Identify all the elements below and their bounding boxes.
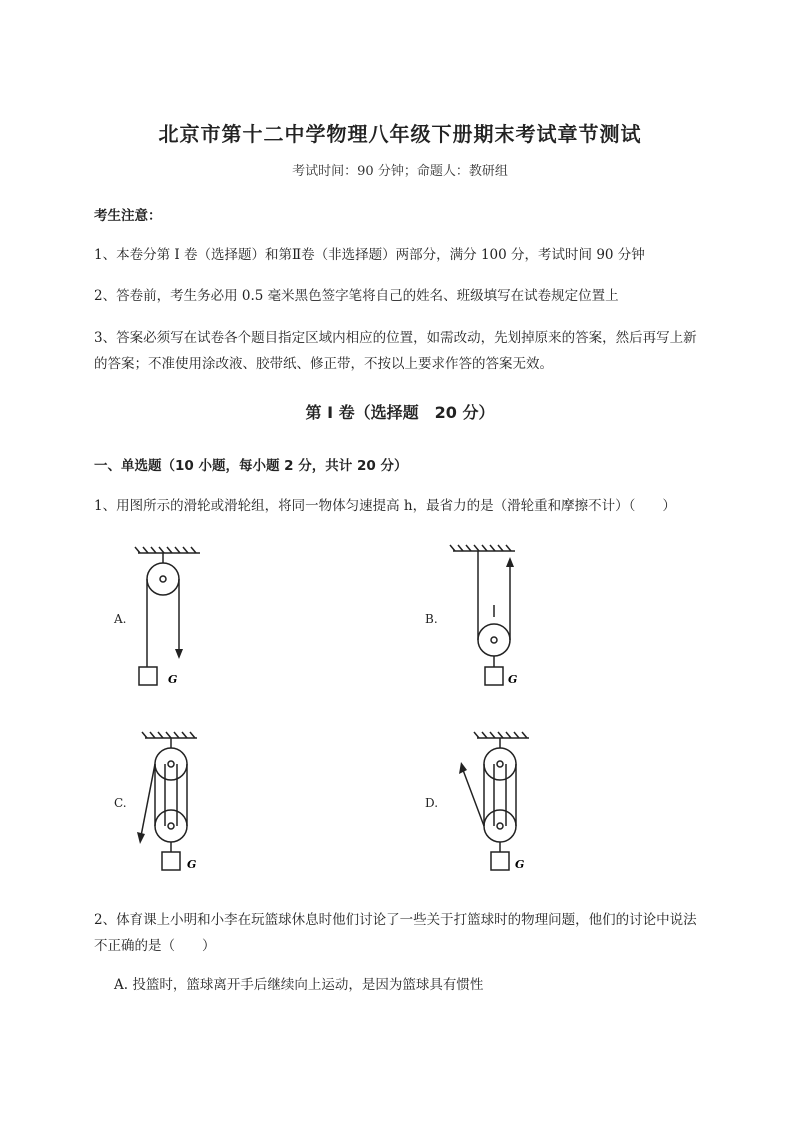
exam-subtitle: 考试时间：90 分钟；命题人：教研组 <box>292 164 508 179</box>
pulley-figure-c <box>135 732 215 882</box>
option-c-weight: G <box>187 858 197 871</box>
pulley-figure-a <box>130 545 210 695</box>
section-title: 第 I 卷（选择题 20 分） <box>305 403 495 422</box>
option-a-label: A. <box>114 612 127 626</box>
part-heading: 一、单选题（10 小题，每小题 2 分，共计 20 分） <box>94 458 408 474</box>
notice-heading: 考生注意： <box>94 208 162 224</box>
option-d-weight: G <box>515 858 525 871</box>
exam-title: 北京市第十二中学物理八年级下册期末考试章节测试 <box>158 122 642 146</box>
question-2-option-a <box>114 972 728 998</box>
option-b-weight: G <box>508 673 518 686</box>
option-label: A. <box>114 977 129 993</box>
question-1-text: 1、用图所示的滑轮或滑轮组，将同一物体匀速提高 h，最省力的是（滑轮重和摩擦不计）（ ） <box>94 498 676 514</box>
notice-item-3: 3、答案必须写在试卷各个题目指定区域内相应的位置，如需改动，先划掉原来的答案，然后再写上新的答案；不准使用涂改液、胶带纸、修正带，不按以上要求作答的答案无效。 <box>94 330 697 372</box>
option-d-label: D. <box>425 796 439 810</box>
option-text: 投篮时，篮球离开手后继续向上运动，是因为篮球具有惯性 <box>132 977 484 993</box>
option-b-label: B. <box>425 612 438 626</box>
option-c-label: C. <box>114 796 127 810</box>
notice-item-1: 1、本卷分第 I 卷（选择题）和第Ⅱ卷（非选择题）两部分，满分 100 分，考试时间 90 分钟 <box>94 247 645 263</box>
notice-item-2: 2、答卷前，考生务必用 0.5 毫米黑色签字笔将自己的姓名、班级填写在试卷规定位置上 <box>94 288 619 304</box>
pulley-figure-d <box>455 732 535 882</box>
option-a-weight: G <box>168 673 178 686</box>
question-2-text: 2、体育课上小明和小李在玩篮球休息时他们讨论了一些关于打篮球时的物理问题，他们的讨论中说法不正确的是（ ） <box>94 912 697 954</box>
pulley-figure-b <box>445 545 525 695</box>
